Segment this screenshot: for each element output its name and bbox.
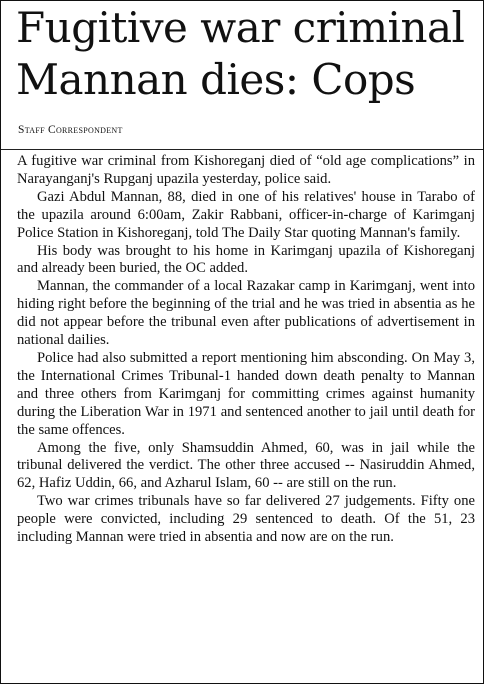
byline: Staff Correspondent (18, 124, 123, 136)
paragraph-2: Gazi Abdul Mannan, 88, died in one of his relatives' house in Tarabo of the upazila around 6:00am, Zakir Rabbani, officer-in-charge of Karimganj Police Station in Kishoreganj, told The Daily Star quoting Mannan's family. (17, 188, 475, 241)
paragraph-6: Among the five, only Shamsuddin Ahmed, 60, was in jail while the tribunal delivered the verdict. The other three accused -- Nasiruddin Ahmed, 62, Hafiz Uddin, 66, and Azharul Islam, 60 -- are still on the run. (17, 439, 475, 492)
paragraph-4: Mannan, the commander of a local Razakar camp in Karimganj, went into hiding right before the beginning of the trial and he was tried in absentia as he did not appear before the tribunal even after publications of advertisement in national dailies. (17, 278, 475, 349)
paragraph-5: Police had also submitted a report mentioning him absconding. On May 3, the International Crimes Tribunal-1 handed down death penalty to Mannan and three others from Karimganj for committing crimes against humanity during the Liberation War in 1971 and sentenced another to jail until death for the same offences. (17, 349, 475, 438)
headline (16, 2, 484, 106)
paragraph-3: His body was brought to his home in Karimganj upazila of Kishoreganj and already been buried, the OC added. (17, 242, 475, 277)
clipping-border-left (0, 0, 1, 684)
headline-line-1: Fugitive war criminal (16, 3, 465, 52)
clipping-border-top (0, 0, 484, 1)
paragraph-1: A fugitive war criminal from Kishoreganj died of “old age complications” in Narayanganj's Rupganj upazila yesterday, police said. (17, 153, 475, 187)
paragraph-7: Two war crimes tribunals have so far delivered 27 judgements. Fifty one people were convicted, including 29 sentenced to death. Of the 51, 23 including Mannan were tried in absentia and now are on the run. (17, 493, 475, 546)
article-body (17, 153, 475, 547)
byline-divider (1, 149, 483, 150)
headline-line-2: Mannan dies: Cops (16, 55, 416, 104)
